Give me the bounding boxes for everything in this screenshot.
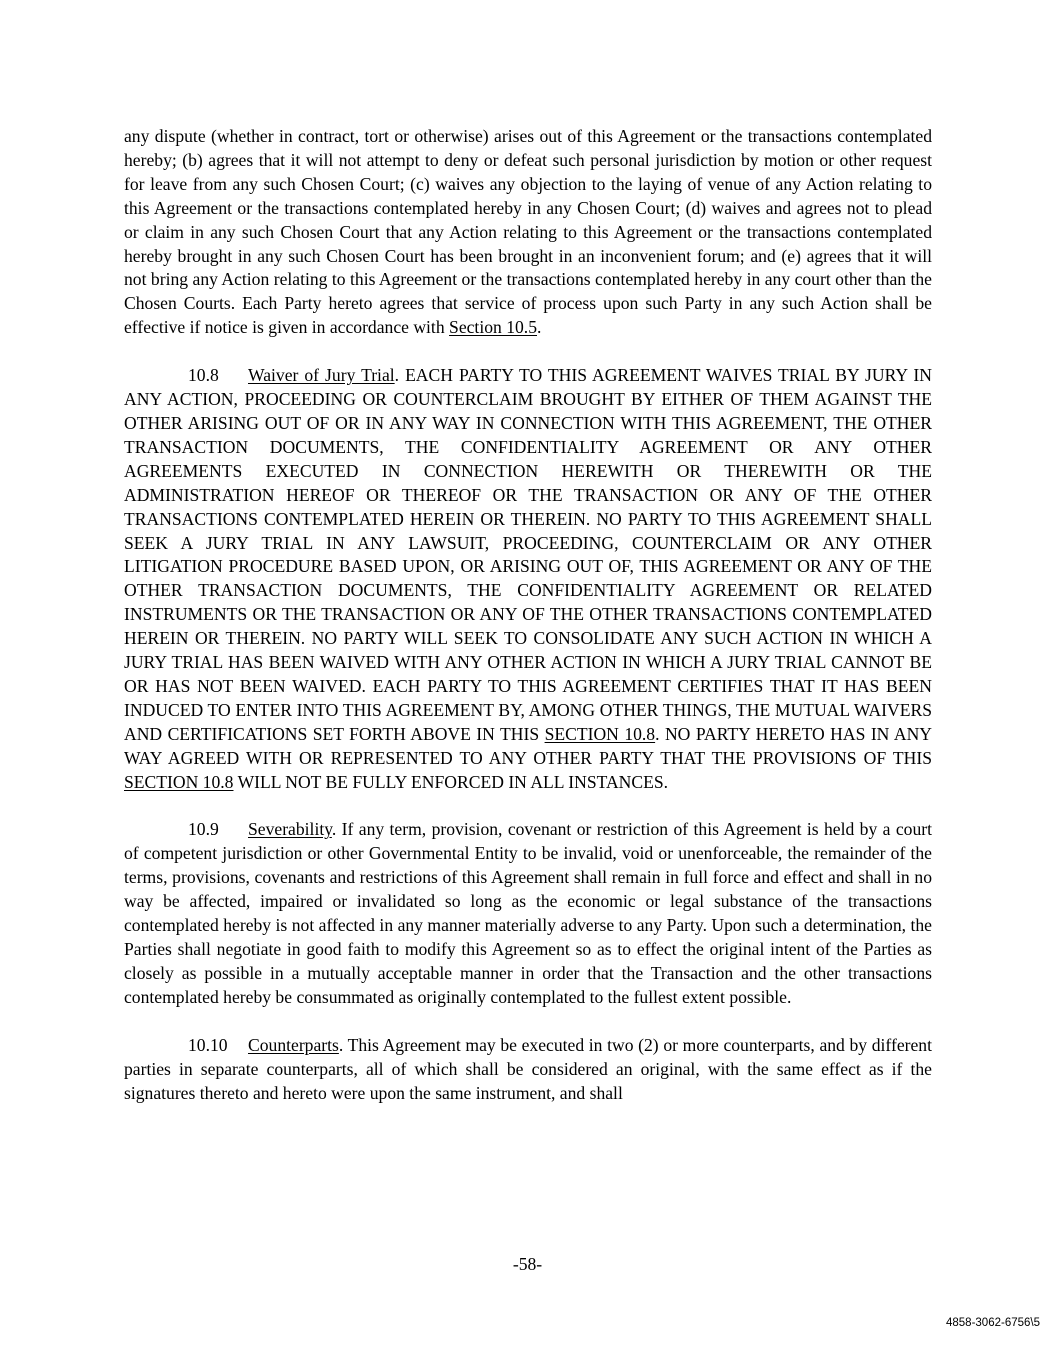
section-reference-link: Section 10.5 bbox=[449, 317, 537, 338]
section-text: . If any term, provision, covenant or restriction of this Agreement is held by a court of competent jurisdiction or other Governmental Entity to be invalid, void or unenforceable, the remainder of the terms, provisions, covenants and restrictions of this Agreement shall remain in full force and effect and shall in no way be affected, impaired or invalidated so long as the economic or legal substance of the transactions contemplated hereby is not affected in any manner materially adverse to any Party. Upon such a determination, the Parties shall negotiate in good faith to modify this Agreement so as to effect the original intent of the Parties as closely as possible in a mutually acceptable manner in order that the Transaction and the other transactions contemplated hereby be consummated as originally contemplated to the fullest extent possible. bbox=[124, 819, 932, 1007]
section-text: . This Agreement may be executed in two (2) or more counterparts, and by different parties in separate counterparts, all of which shall be considered an original, with the same effect as if the signatures thereto and hereto were upon the same instrument, and shall bbox=[124, 1034, 932, 1103]
section-heading: Waiver of Jury Trial bbox=[248, 365, 395, 386]
section-heading: Counterparts bbox=[248, 1034, 339, 1055]
paragraph-continued bbox=[124, 125, 932, 340]
section-number: 10.8 bbox=[188, 365, 219, 386]
section-10-8 bbox=[124, 364, 932, 794]
section-text: . NO PARTY HERETO HAS IN ANY WAY AGREED WITH OR REPRESENTED TO ANY OTHER PARTY THAT THE PROVISIONS OF THIS bbox=[124, 723, 932, 768]
section-10-10 bbox=[124, 1034, 932, 1106]
section-reference: SECTION 10.8 bbox=[544, 723, 656, 744]
document-body bbox=[124, 125, 932, 1105]
section-10-9 bbox=[124, 818, 932, 1009]
section-text: WILL NOT BE FULLY ENFORCED IN ALL INSTANCES. bbox=[233, 771, 669, 792]
section-text: . EACH PARTY TO THIS AGREEMENT WAIVES TRIAL BY JURY IN ANY ACTION, PROCEEDING OR COUNTERCLAIM BROUGHT BY EITHER OF THEM AGAINST THE OTHER ARISING OUT OF OR IN ANY WAY IN CONNECTION WITH THIS AGREEMENT, THE OTHER TRANSACTION DOCUMENTS, THE CONFIDENTIALITY AGREEMENT OR ANY OTHER AGREEMENTS EXECUTED IN CONNECTION HEREWITH OR THEREWITH OR THE ADMINISTRATION HEREOF OR THEREOF OR THE TRANSACTION OR ANY OF THE OTHER TRANSACTIONS CONTEMPLATED HEREIN OR THEREIN. NO PARTY TO THIS AGREEMENT SHALL SEEK A JURY TRIAL IN ANY LAWSUIT, PROCEEDING, COUNTERCLAIM OR ANY OTHER LITIGATION PROCEDURE BASED UPON, OR ARISING OUT OF, THIS AGREEMENT OR ANY OF THE OTHER TRANSACTION DOCUMENTS, THE CONFIDENTIALITY AGREEMENT OR RELATED INSTRUMENTS OR THE TRANSACTION OR ANY OF THE OTHER TRANSACTIONS CONTEMPLATED HEREIN OR THEREIN. NO PARTY WILL SEEK TO CONSOLIDATE ANY SUCH ACTION IN WHICH A JURY TRIAL HAS BEEN WAIVED WITH ANY OTHER ACTION IN WHICH A JURY TRIAL CANNOT BE OR HAS NOT BEEN WAIVED. EACH PARTY TO THIS AGREEMENT CERTIFIES THAT IT HAS BEEN INDUCED TO ENTER INTO THIS AGREEMENT BY, AMONG OTHER THINGS, THE MUTUAL WAIVERS AND CERTIFICATIONS SET FORTH ABOVE IN THIS bbox=[124, 365, 932, 744]
paragraph-text: . bbox=[537, 317, 542, 338]
page-number: -58- bbox=[512, 1254, 543, 1274]
section-reference: SECTION 10.8 bbox=[124, 771, 234, 792]
section-heading: Severability bbox=[248, 819, 332, 840]
paragraph-text: any dispute (whether in contract, tort or otherwise) arises out of this Agreement or the transactions contemplated hereby; (b) agrees that it will not attempt to deny or defeat such personal jurisdiction by motion or other request for leave from any such Chosen Court; (c) waives any objection to the laying of venue of any Action relating to this Agreement or the transactions contemplated hereby in any Chosen Court; (d) waives and agrees not to plead or claim in any such Chosen Court that any Action relating to this Agreement or the transactions contemplated hereby brought in any such Chosen Court has been brought in an inconvenient forum; and (e) agrees that it will not bring any Action relating to this Agreement or the transactions contemplated hereby in any court other than the Chosen Courts. Each Party hereto agrees that service of process upon such Party in any such Action shall be effective if notice is given in accordance with bbox=[124, 126, 932, 338]
section-number: 10.9 bbox=[188, 819, 219, 840]
document-id: 4858-3062-6756\5 bbox=[946, 1317, 1040, 1329]
section-number: 10.10 bbox=[188, 1034, 228, 1055]
